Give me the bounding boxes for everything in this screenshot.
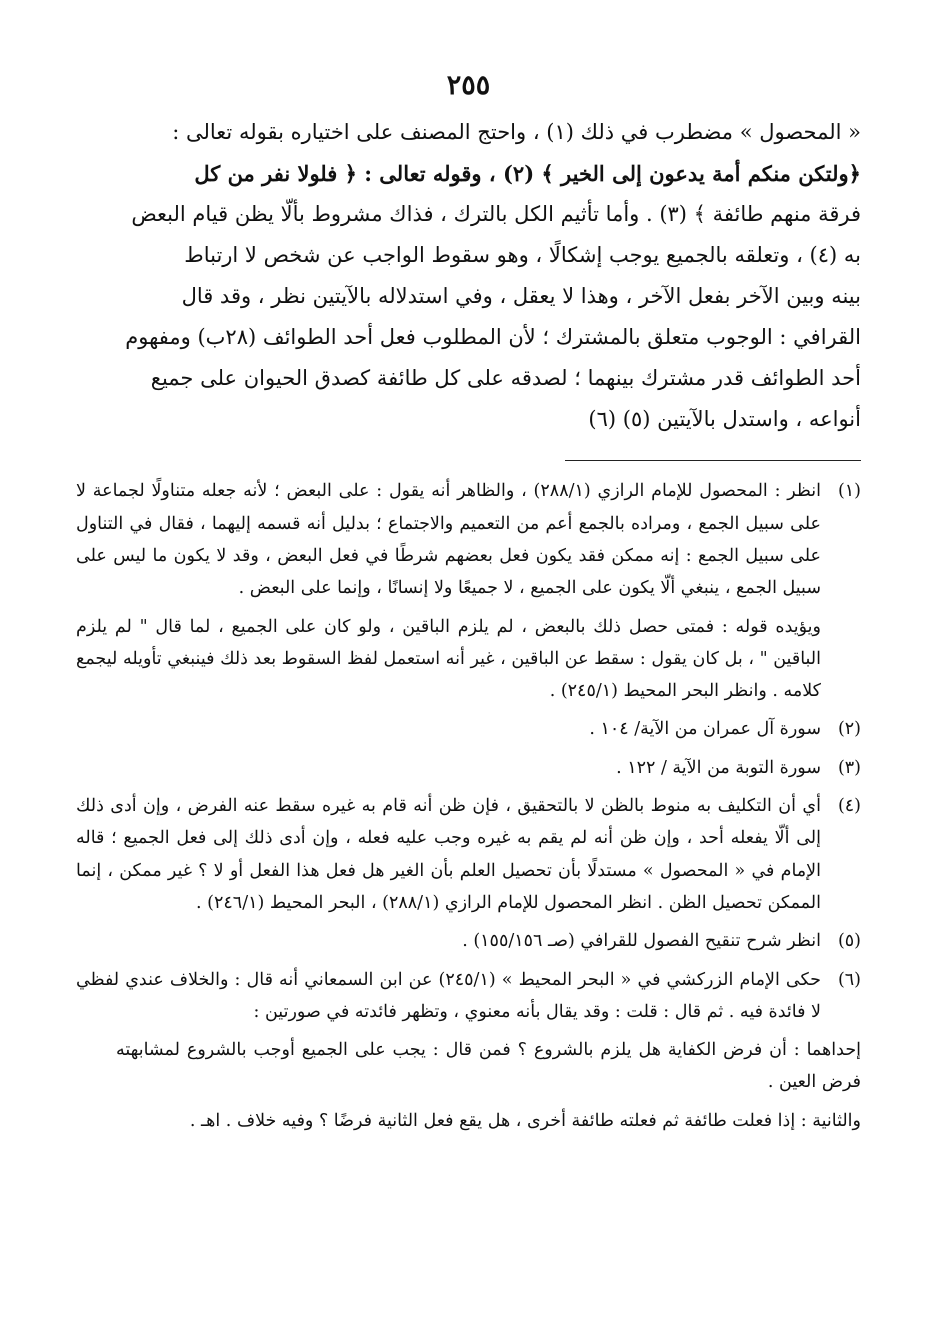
footnote-continuation: والثانية : إذا فعلت طائفة ثم فعلته طائفة أخرى ، هل يقع فعل الثانية فرضًا ؟ وفيه خلاف . اهـ . xyxy=(189,1110,861,1131)
main-text-line: ﴿ولتكن منكم أمة يدعون إلى الخير ﴾ (٢) ، وقوله تعالى : ﴿ فلولا نفر من كل xyxy=(194,161,861,187)
main-text-line: فرقة منهم طائفة ﴾ (٣) . وأما تأثيم الكل بالترك ، فذاك مشروط بألّا يظن قيام البعض xyxy=(131,202,861,227)
footnote-marker: (١) xyxy=(837,481,861,502)
main-text-line: به (٤) ، وتعلقه بالجميع يوجب إشكالًا ، وهو سقوط الواجب عن شخص لا ارتباط xyxy=(184,243,861,268)
footnote-marker: (٦) xyxy=(837,969,861,990)
footnote-body: انظر شرح تنقيح الفصول للقرافي (صـ ١٥٥/١٥٦) . xyxy=(462,931,821,952)
footnote-continuation: إحداهما : أن فرض الكفاية هل يلزم بالشروع ؟ فمن قال : يجب على الجميع أوجب بالشروع لمشابهته فرض العين . xyxy=(116,1040,861,1093)
footnote-marker: (٥) xyxy=(837,931,861,952)
main-text-line: أحد الطوائف قدر مشترك بينهما ؛ لصدقه على كل طائفة كصدق الحيوان على جميع xyxy=(150,366,861,391)
footnote-6 xyxy=(76,964,861,1029)
footnote-paragraph: انظر : المحصول للإمام الرازي (٢٨٨/١) ، والظاهر أنه يقول : على البعض ؛ لأنه جعله متناولًا لجماعة لا على سبيل الجمع ، ومراده بالجمع أعم من التعميم والاجتماع ؛ بدليل أنه قسمه إليهما ، فقال في التناول على سبيل الجمع : إنه ممكن فقد يكون فعل بعضهم شرطًا في فعل البعض ، وقد لا يكون ما ليس على سبيل الجمع ، ينبغي ألّا يكون على الجميع ، لا جميعًا ولا إنسانًا ، وإنما على البعض . xyxy=(76,481,821,599)
footnote-2 xyxy=(76,713,861,745)
footnote-3 xyxy=(76,752,861,784)
footnote-body: سورة التوبة من الآية / ١٢٢ . xyxy=(616,757,821,778)
footnote-body: أي أن التكليف به منوط بالظن لا بالتحقيق ، فإن ظن أنه قام به غيره سقط عنه الفرض ، وإن أدى ذلك إلى ألّا يفعله أحد ، وإن ظن أنه لم يقم به غيره وجب عليه فعله ، وإن أدى ذلك إلى فعل الجميع ؛ قاله الإمام في « المحصول » مستدلًا بأن تحصيل العلم بأن الغير هل فعل هذا الفعل أو لا ؟ غير ممكن ، إنما الممكن تحصيل الظن . انظر المحصول للإمام الرازي (٢٨٨/١) ، البحر المحيط (٢٤٦/١) . xyxy=(76,796,821,913)
main-text-line: « المحصول » مضطرب في ذلك (١) ، واحتج المصنف على اختياره بقوله تعالى : xyxy=(172,120,861,145)
footnote-body xyxy=(76,964,821,1029)
footnote-marker: (٢) xyxy=(837,719,861,740)
footnote-separator xyxy=(565,460,861,461)
footnote-paragraph: ويؤيده قوله : فمتى حصل ذلك بالبعض ، لم يلزم الباقين ، ولو كان على الجميع ، لما قال " لم يلزم الباقين " ، بل كان يقول : سقط عن الباقين ، غير أنه استعمل لفظ السقوط بعد ذلك فينبغي تأويله ليجمع كلامه . وانظر البحر المحيط (٢٤٥/١) . xyxy=(76,616,821,702)
main-text-line: أنواعه ، واستدل بالآيتين (٥) (٦) xyxy=(588,407,861,432)
page-number: ٢٥٥ xyxy=(446,70,491,101)
main-text-line: بينه وبين الآخر بفعل الآخر ، وهذا لا يعقل ، وفي استدلاله بالآيتين نظر ، وقد قال xyxy=(181,284,861,309)
footnote-marker: (٣) xyxy=(837,757,861,778)
main-text-block xyxy=(76,112,861,440)
footnote-marker: (٤) xyxy=(837,796,861,817)
footnote-paragraph: حكى الإمام الزركشي في « البحر المحيط » (٢٤٥/١) عن ابن السمعاني أنه قال : والخلاف عندي لفظي لا فائدة فيه . ثم قال : قلت : وقد يقال بأنه معنوي ، وتظهر فائدته في صورتين : xyxy=(76,969,822,1022)
footnote-4 xyxy=(76,790,861,919)
footnotes-section xyxy=(76,475,861,1137)
footnote-1 xyxy=(76,475,861,707)
main-text-line: القرافي : الوجوب متعلق بالمشترك ؛ لأن المطلوب فعل أحد الطوائف (٢٨ب) ومفهوم xyxy=(125,325,861,350)
footnote-5 xyxy=(76,925,861,957)
footnote-body xyxy=(76,475,821,707)
footnote-body: سورة آل عمران من الآية/ ١٠٤ . xyxy=(589,719,821,740)
